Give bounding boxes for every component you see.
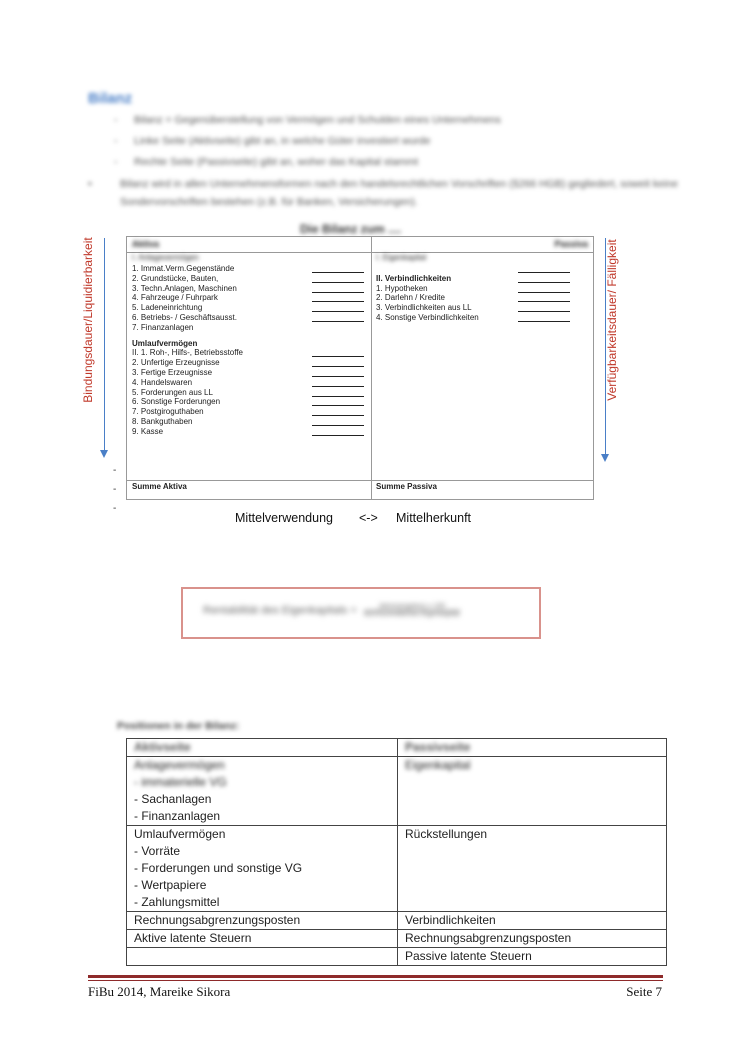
table-row: Aktive latente Steuern Rechnungsabgrenzungsposten (127, 930, 667, 948)
center-divider (371, 237, 372, 499)
table-header-row (127, 739, 667, 757)
sum-aktiva: Summe Aktiva (132, 482, 187, 491)
passiva-column (376, 264, 588, 323)
umlauf-row: 5. Forderungen aus LL (132, 388, 368, 398)
aktiva-row: 6. Betriebs- / Geschäftsausst. (132, 313, 368, 323)
sum-passiva: Summe Passiva (376, 482, 437, 491)
aktiva-row: 4. Fahrzeuge / Fuhrpark (132, 293, 368, 303)
bullet-sub-2: - Linke Seite (Aktivseite) gibt an, in welche Güter investiert wurde (88, 131, 688, 152)
passiva-header: Passiva (554, 239, 588, 249)
bullet-sub-1: - Bilanz = Gegenüberstellung von Vermögen und Schulden eines Unternehmens (88, 110, 688, 131)
verb-title: II. Verbindlichkeiten (376, 274, 588, 284)
verb-row: 4. Sonstige Verbindlichkeiten (376, 313, 588, 323)
table-row: Anlagevermögen - immaterielle VG - Sachanlagen - Finanzanlagen Eigenkapital (127, 757, 667, 826)
positionen-title: Positionen in der Bilanz: (117, 720, 240, 732)
page-heading: Bilanz (88, 90, 133, 107)
positionen-table (126, 738, 667, 966)
umlauf-row: 3. Fertige Erzeugnisse (132, 368, 368, 378)
header-passivseite: Passivseite (398, 739, 667, 757)
footer-rule-thin (88, 980, 663, 981)
umlauf-row: 6. Sonstige Forderungen (132, 397, 368, 407)
header-aktivseite: Aktivseite (127, 739, 398, 757)
table-row: Umlaufvermögen - Vorräte - Forderungen und sonstige VG - Wertpapiere - Zahlungsmittel Rückstellungen (127, 826, 667, 912)
umlauf-row: II. 1. Roh-, Hilfs-, Betriebsstoffe (132, 348, 368, 358)
aktiva-header: Aktiva (132, 239, 160, 249)
aktiva-row: 7. Finanzanlagen (132, 322, 194, 332)
aktiva-column (132, 264, 368, 437)
umlauf-row: 4. Handelswaren (132, 378, 368, 388)
footer-page-number: Seite 7 (626, 984, 662, 999)
rentabilitaet-formula: Rentabilität des Eigenkapitals = Jahresergebnis x 100 durchschnittliches Eigenkapital (203, 603, 460, 618)
mittelverwendung: Mittelverwendung (235, 511, 333, 525)
verb-row: 2. Darlehn / Kredite (376, 293, 588, 303)
verb-row: 1. Hypotheken (376, 284, 588, 294)
footer-rule (88, 975, 663, 978)
mittel-arrow: <-> (359, 511, 378, 525)
eigenkapital-title: I. Eigenkapital (376, 253, 427, 262)
bilanz-title: Die Bilanz zum .... (300, 222, 402, 236)
side-label-left: Bindungsdauer/Liquidierbarkeit (81, 237, 95, 403)
sum-divider (127, 480, 593, 481)
footer-author: FiBu 2014, Mareike Sikora (88, 984, 231, 999)
aktiva-row: 2. Grundstücke, Bauten, (132, 274, 368, 284)
table-row: Passive latente Steuern (127, 948, 667, 966)
bullet-main: • Bilanz wird in allen Unternehmensformen nach den handelsrechtlichen Vorschriften (§266 HGB) gegliedert, soweit keine Sondervorschriften bestehen (z.B. für Banken, Versicherungen). (88, 175, 688, 211)
arrow-down-right (605, 238, 606, 460)
aktiva-row: 5. Ladeneinrichtung (132, 303, 368, 313)
umlauf-row: 7. Postgiroguthaben (132, 407, 368, 417)
umlauf-row: 9. Kasse (132, 427, 368, 437)
mittelherkunft: Mittelherkunft (396, 511, 472, 525)
umlauf-row: 2. Unfertige Erzeugnisse (132, 358, 368, 368)
aktiva-row: 1. Immat.Verm.Gegenstände (132, 264, 368, 274)
rentabilitaet-box (181, 587, 541, 639)
anlage-title: I. Anlagevermögen (132, 253, 199, 262)
side-label-right: Verfügbarkeitsdauer/ Fälligkeit (605, 239, 619, 401)
umlauf-title: Umlaufvermögen (132, 338, 198, 348)
bilanz-table (126, 236, 594, 500)
aktiva-row: 3. Techn.Anlagen, Maschinen (132, 284, 368, 294)
table-row: Rechnungsabgrenzungsposten Verbindlichkeiten (127, 912, 667, 930)
intro-bullets (88, 110, 688, 211)
verb-row: 3. Verbindlichkeiten aus LL (376, 303, 588, 313)
bullet-sub-3: - Rechte Seite (Passivseite) gibt an, woher das Kapital stammt (88, 152, 688, 173)
umlauf-row: 8. Bankguthaben (132, 417, 368, 427)
arrow-down-left (104, 238, 105, 456)
